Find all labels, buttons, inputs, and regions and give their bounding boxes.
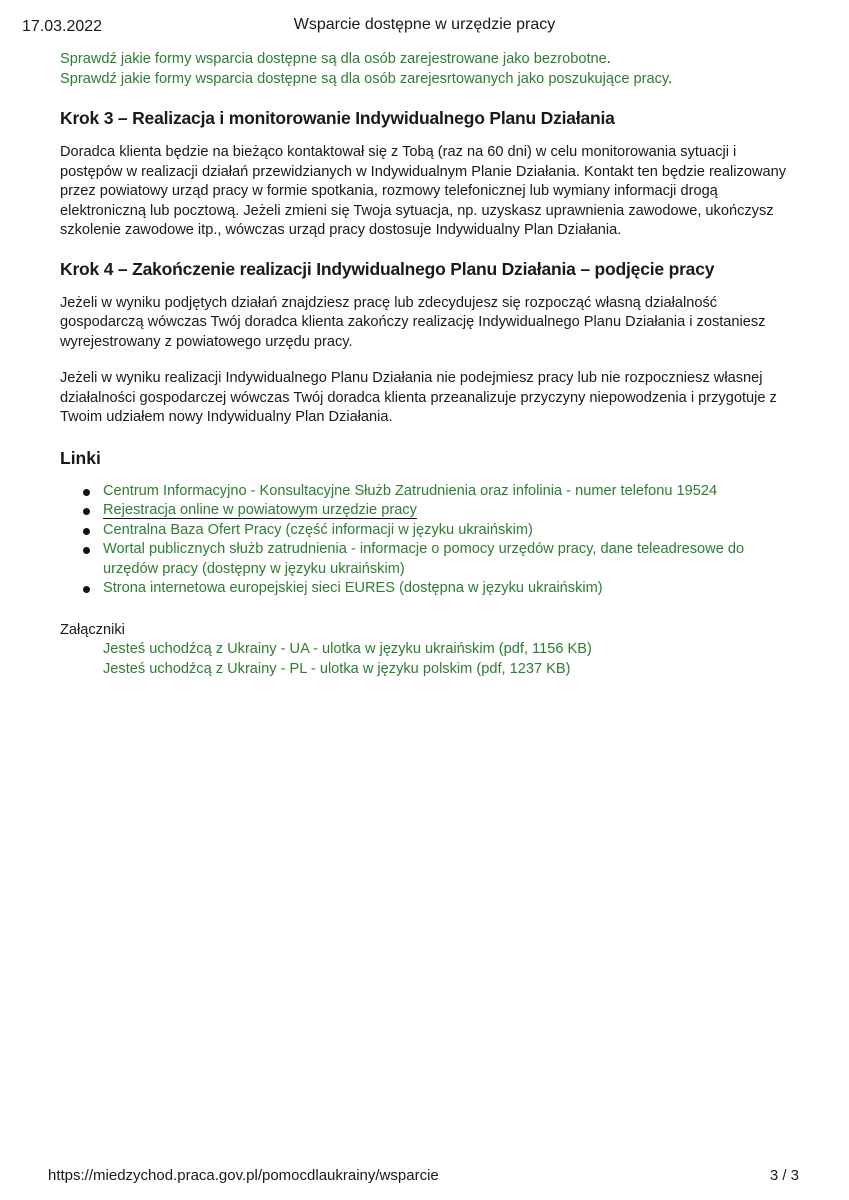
link-unemployed-support[interactable]: Sprawdź jakie formy wsparcia dostępne są dla osób zarejestrowane jako bezrobotne [60,51,607,67]
link-cbop[interactable]: Centralna Baza Ofert Pracy (część informacji w języku ukraińskim) [103,521,533,538]
attachments-section [60,621,789,680]
list-item [103,521,789,541]
link-jobseeker-support[interactable]: Sprawdź jakie formy wsparcia dostępne są dla osób zarejesrtowanych jako poszukujące pracy [60,70,669,87]
step4-heading: Krok 4 – Zakończenie realizacji Indywidualnego Planu Działania – podjęcie pracy [60,258,715,279]
intro-trailing-dot: . [606,51,611,67]
bullet-icon [83,586,90,593]
step4-paragraph-1: Jeżeli w wyniku podjętych działań znajdziesz pracę lub zdecydujesz się rozpocząć własną działalność gospodarczą wówczas Twój doradca klienta zakończy realizację Indywidualnego Planu Działania i zostaniesz wyrejestrowany z powiatowego urzędu pracy. [60,294,766,350]
list-item [103,579,789,599]
page-number: 3 / 3 [769,1167,799,1184]
print-date: 17.03.2022 [22,18,103,35]
intro-line-jobseekers [60,70,789,90]
intro-line-unemployed [60,50,789,70]
main-content [60,50,789,679]
bullet-icon [83,547,90,554]
attachments-label: Załączniki [60,621,125,638]
intro-links [60,50,789,89]
link-online-registration[interactable]: Rejestracja online w powiatowym urzędzie pracy [103,502,417,518]
page-header [22,14,827,38]
links-heading: Linki [60,447,101,468]
footer-url: https://miedzychod.praca.gov.pl/pomocdlaukrainy/wsparcie [48,1167,439,1184]
link-infolinia[interactable]: Centrum Informacyjno - Konsultacyjne Służb Zatrudnienia oraz infolinia - numer telefonu 19524 [103,482,718,499]
links-list [60,482,789,599]
bullet-icon [83,528,90,535]
list-item [103,640,789,660]
list-item [103,540,789,579]
page-footer [48,1162,799,1184]
bullet-icon [83,489,90,496]
page-title: Wsparcie dostępne w urzędzie pracy [293,16,556,33]
step3-paragraph: Doradca klienta będzie na bieżąco kontaktował się z Tobą (raz na 60 dni) w celu monitorowania sytuacji i postępów w realizacji działań przewidzianych w Indywidualnym Planie Działania. Kontakt ten będzie realizowany przez powiatowy urząd pracy w formie spotkania, rozmowy telefonicznej lub wymiany informacji drogą elektroniczną lub pocztową. Jeżeli zmieni się Twoja sytuacja, np. uzyskasz uprawnienia zawodowe, ukończysz szkolenie zawodowe itp., wówczas urząd pracy dostosuje Indywidualny Plan Działania. [60,144,787,238]
list-item [103,501,789,521]
list-item [103,482,789,502]
step4-paragraph-2: Jeżeli w wyniku realizacji Indywidualnego Planu Działania nie podejmiesz pracy lub nie rozpoczniesz własnej działalności gospodarczej wówczas Twój doradca klienta przeanalizuje przyczyny niepowodzenia i przygotuje z Twoim udziałem nowy Indywidualny Plan Działania. [60,370,777,425]
attachments-list [60,640,789,679]
list-item [103,660,789,680]
link-wortal[interactable]: Wortal publicznych służb zatrudnienia - informacje o pomocy urzędów pracy, dane teleadresowe do urzędów pracy (dostępny w języku ukraińskim) [103,541,745,577]
link-eures[interactable]: Strona internetowa europejskiej sieci EURES (dostępna w języku ukraińskim) [103,580,603,596]
bullet-icon [83,508,90,515]
attachment-pl-leaflet[interactable]: Jesteś uchodźcą z Ukrainy - PL - ulotka w języku polskim (pdf, 1237 KB) [103,660,571,677]
attachment-ua-leaflet[interactable]: Jesteś uchodźcą z Ukrainy - UA - ulotka w języku ukraińskim (pdf, 1156 KB) [103,641,592,657]
step3-heading: Krok 3 – Realizacja i monitorowanie Indywidualnego Planu Działania [60,108,615,128]
intro-trailing-dot: . [668,70,673,87]
